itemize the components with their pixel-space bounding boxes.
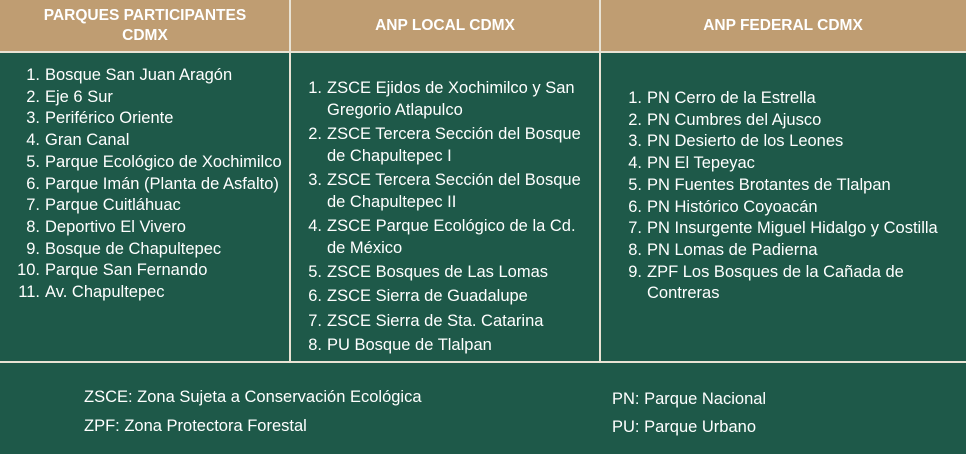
anp-local-item: [300, 170, 596, 213]
parque-item-number: 9.: [26, 239, 40, 258]
legend-divider: [0, 361, 966, 363]
parque-item-number: 1.: [26, 66, 40, 84]
anp-federal-item: [612, 262, 962, 305]
parque-item-text: Parque Cuitláhuac: [45, 196, 181, 215]
anp-federal-item: [612, 197, 962, 219]
anp-local-item-number: 6.: [308, 287, 322, 306]
parque-item-text: Bosque San Juan Aragón: [45, 66, 233, 84]
anp-local-item-text: ZSCE Sierra de Guadalupe: [327, 287, 528, 306]
anp-local-item: [300, 286, 596, 308]
anp-local-item-text: ZSCE Tercera Sección del Bosque de Chapultepec I: [327, 125, 581, 165]
header-anp-federal: [600, 0, 966, 51]
anp-federal-item-number: 2.: [628, 110, 642, 129]
anp-local-item-number: 2.: [308, 125, 322, 143]
anp-federal-item: [612, 88, 962, 110]
parque-item-text: Deportivo El Vivero: [45, 217, 186, 236]
anp-federal-item-text: PN Insurgente Miguel Hidalgo y Costilla: [647, 219, 938, 238]
parque-item: [16, 87, 286, 109]
parque-item-number: 3.: [26, 109, 40, 128]
parque-item: [16, 108, 286, 130]
anp-federal-item-text: PN Lomas de Padierna: [647, 240, 818, 259]
anp-federal-item-number: 1.: [628, 89, 642, 107]
parque-item: [16, 174, 286, 196]
parque-item-text: Bosque de Chapultepec: [45, 239, 222, 258]
parque-item-number: 11.: [18, 283, 40, 302]
anp-local-item-number: 4.: [308, 217, 322, 235]
parque-item: [16, 282, 286, 304]
anp-local-item: [300, 78, 596, 121]
anp-local-item-text: ZSCE Sierra de Sta. Catarina: [327, 311, 544, 330]
anp-federal-item-text: PN Histórico Coyoacán: [647, 197, 818, 216]
parque-item-number: 2.: [26, 87, 40, 106]
parque-item: [16, 195, 286, 217]
parque-item-text: Av. Chapultepec: [45, 283, 165, 302]
anp-local-list: [300, 78, 596, 357]
anp-local-item: [300, 262, 596, 284]
anp-federal-list: [612, 88, 962, 305]
anp-federal-item: [612, 175, 962, 197]
anp-federal-item: [612, 240, 962, 262]
parques-column: [16, 65, 286, 304]
parque-item: [16, 130, 286, 152]
anp-federal-item-text: PN Fuentes Brotantes de Tlalpan: [647, 175, 891, 194]
anp-local-item-number: 5.: [308, 263, 322, 281]
anp-local-item: [300, 311, 596, 333]
anp-federal-item-number: 6.: [628, 197, 642, 216]
header-divider: [0, 51, 966, 53]
parque-item-number: 4.: [26, 131, 40, 150]
parque-item-text: Parque Imán (Planta de Asfalto): [45, 174, 279, 193]
anp-federal-item-text: PN Desierto de los Leones: [647, 132, 844, 151]
legend-zpf: ZPF: Zona Protectora Forestal: [84, 417, 307, 435]
parque-item-number: 8.: [26, 217, 40, 236]
anp-federal-item-number: 7.: [628, 219, 642, 238]
anp-federal-item: [612, 153, 962, 175]
legend-pn: PN: Parque Nacional: [612, 390, 767, 408]
anp-federal-item-number: 5.: [628, 175, 642, 194]
anp-local-item-number: 7.: [308, 311, 322, 330]
anp-local-item-text: ZSCE Tercera Sección del Bosque de Chapultepec II: [327, 171, 581, 211]
anp-local-item-number: 3.: [308, 171, 322, 189]
anp-local-item: [300, 216, 596, 259]
anp-federal-item-number: 9.: [628, 262, 642, 281]
anp-federal-item-text: PN El Tepeyac: [647, 154, 755, 173]
parque-item-text: Eje 6 Sur: [45, 87, 113, 106]
anp-local-item-text: ZSCE Parque Ecológico de la Cd. de México: [327, 217, 576, 257]
anp-federal-item-number: 8.: [628, 240, 642, 259]
anp-local-item-number: 8.: [308, 335, 322, 354]
anp-local-item-text: ZSCE Bosques de Las Lomas: [327, 263, 549, 281]
parque-item-number: 5.: [26, 152, 40, 171]
header-anp-local-label: ANP LOCAL CDMX: [375, 16, 515, 34]
anp-local-item: [300, 124, 596, 167]
table-header: [0, 0, 966, 51]
parque-item: [16, 217, 286, 239]
header-parques-label: PARQUES PARTICIPANTES CDMX: [43, 6, 247, 44]
column-divider-1: [289, 0, 291, 362]
anp-federal-item-number: 4.: [628, 154, 642, 173]
anp-federal-item-text: PN Cerro de la Estrella: [647, 89, 816, 107]
anp-local-item-text: ZSCE Ejidos de Xochimilco y San Gregorio Atlapulco: [327, 79, 575, 119]
anp-federal-column: [612, 88, 962, 305]
parques-list: [16, 65, 286, 304]
legend-pu: PU: Parque Urbano: [612, 418, 756, 436]
parque-item: [16, 239, 286, 261]
parque-item-text: Parque Ecológico de Xochimilco: [45, 152, 282, 171]
parque-item: [16, 152, 286, 174]
anp-local-column: [300, 78, 596, 359]
header-anp-local: [290, 0, 600, 51]
anp-federal-item-text: PN Cumbres del Ajusco: [647, 110, 822, 129]
parque-item-number: 7.: [26, 196, 40, 215]
anp-federal-item-number: 3.: [628, 132, 642, 151]
parque-item: [16, 260, 286, 282]
anp-federal-item: [612, 218, 962, 240]
anp-federal-item-text: ZPF Los Bosques de la Cañada de Contreras: [647, 262, 904, 303]
anp-local-item: [300, 335, 596, 357]
header-anp-federal-label: ANP FEDERAL CDMX: [703, 16, 863, 34]
anp-local-item-number: 1.: [308, 79, 322, 97]
parque-item: [16, 65, 286, 87]
anp-federal-item: [612, 131, 962, 153]
parque-item-number: 10.: [17, 261, 40, 280]
anp-federal-item: [612, 110, 962, 132]
column-divider-2: [599, 0, 601, 362]
parque-item-text: Gran Canal: [45, 131, 130, 150]
parque-item-text: Periférico Oriente: [45, 109, 174, 128]
legend-zsce: ZSCE: Zona Sujeta a Conservación Ecológica: [84, 388, 422, 406]
parque-item-text: Parque San Fernando: [45, 261, 208, 280]
header-parques: [0, 0, 290, 51]
anp-local-item-text: PU Bosque de Tlalpan: [327, 335, 492, 354]
parque-item-number: 6.: [26, 174, 40, 193]
